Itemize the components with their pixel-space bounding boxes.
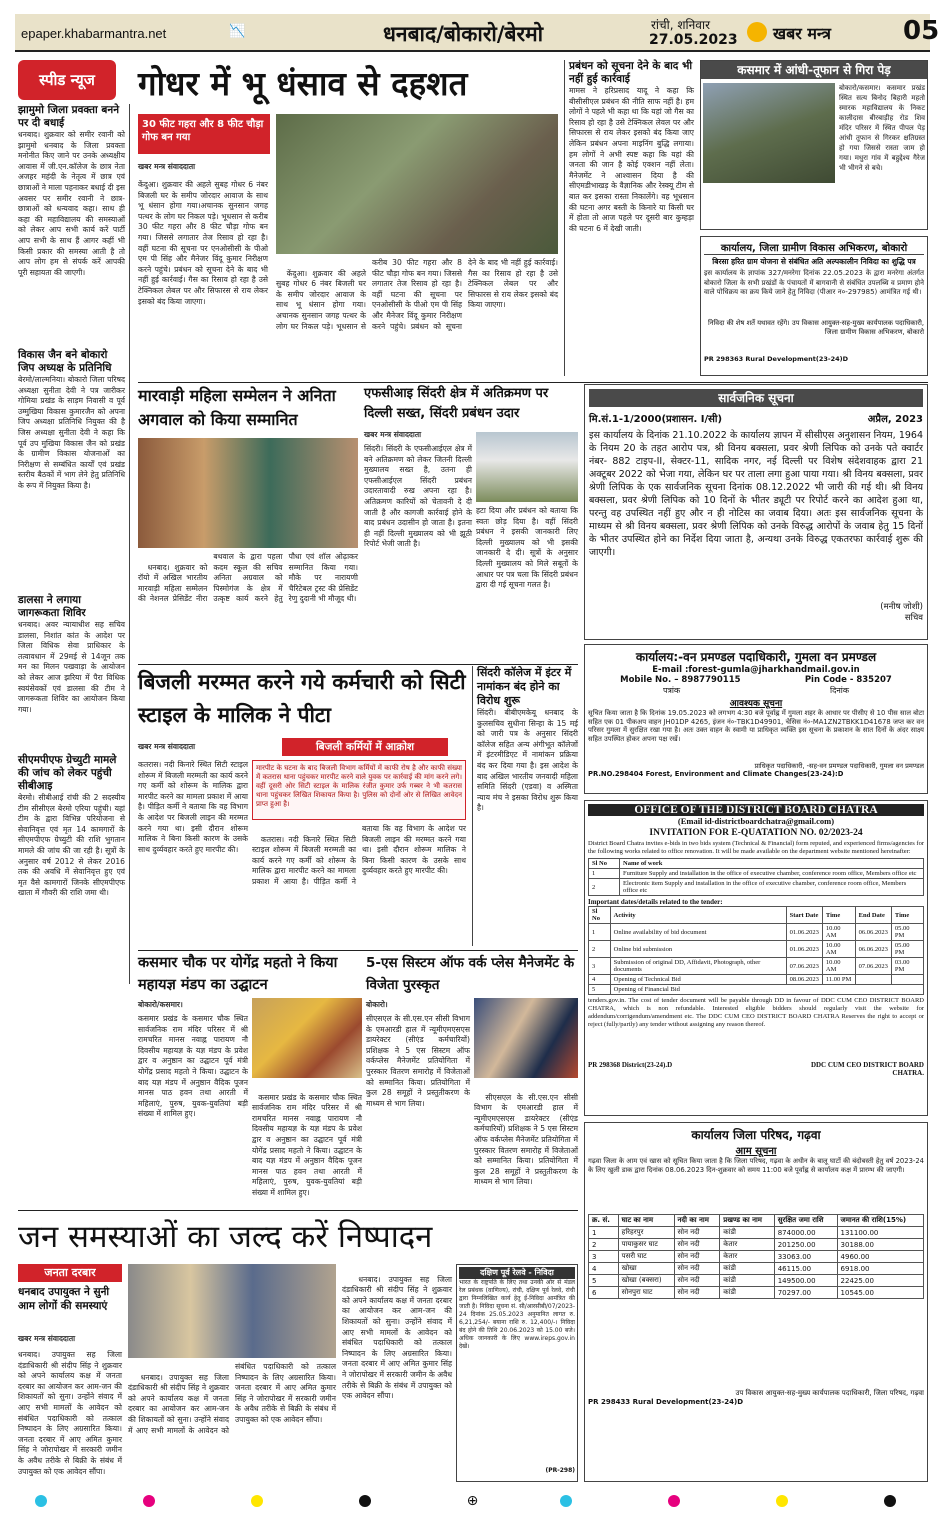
janta-headline: जन समस्याओं का जल्द करें निष्पादन (18, 1219, 433, 1255)
chatra-email: (Email id-districtboardchatra@gmail.com) (677, 816, 835, 826)
lead-side-body: मामस ने हरिप्रसाद यादू ने कहा कि बीसीसीएल प्रबंधन की नीति साफ नहीं है। हम लोगों ने पहले भी कहा था कि यहां जो गैस का रिसाव हो रहा है उसे टेक्निकल लेवल पर और सिफारस से राय लेकर इसको बंद किया जाए लेकिन प्रबंधन अपना माइनिंग बुद्धि लगाया। हम लोगों ने अभी स्पष्ट कहा कि यहां की जनता की जान है कोई एक्शन नहीं लेता। मैनेजमेंट ने आश्वासन दिया है की सीएमडीभाखड़ के वैज्ञानिक और रेस्क्यू टीम से बात कर इसका रास्ता निकालेंगे। वह भूधसान की घटना अगर बस्ती के किनारे या किसी घर में होता तो आज पहले पर दूसरी बार कुम्हड़ा की घटना 6 में देखी जाती। (569, 86, 697, 233)
public-notice (584, 384, 928, 640)
forest-sign: प्राधिकृत पदाधिकारी, -सह-वन प्रमण्डल पदाधिकारी, गुमला वन प्रमण्डल (754, 762, 924, 770)
cell: Furniture Supply and installation in the office of executive chamber, conference room office, Members office etc (620, 869, 924, 879)
fci-caption: हटा दिया और प्रबंधन को बताया कि स्वतः छोड़ दिया है। वहीं सिंदरी प्रबंधन ने इसकी जानकारी लिए दिल्ली मुख्यालय को भी इसकी जानकारी दे दी। सूत्रों के अनुसार दिल्ली मुख्यालय को मिले सबूतों के आधार पर पत्र चला कि सिंदरी प्रबंधन द्वारा दी गई सूचना गलत है। (476, 506, 581, 590)
cell (855, 975, 891, 985)
lead-body-cont (276, 258, 561, 376)
col-header: सुरक्षित जमा राशि (774, 1215, 837, 1227)
cell: Submission of original DD, Affidavit, Photograph, other documents (610, 958, 786, 975)
electric-tag-label: बिजली कर्मियों में आक्रोश (315, 741, 415, 753)
railway-body: भारत के राष्ट्रपति के लिए तथा उनकी ओर से मंडल रेल प्रबंधक (वाणिज्य), रांची, दक्षिण पूर्व रेलवे, रांची द्वारा निम्नलिखित कार्य हेतु ई-निविदा आमंत्रित की जाती है। निविदा सूचना सं. सी/आरसीबी/07/2023-24 दिनांक 25.05.2023 अनुमानित लागत रु. 6,21,254/- बयाना राशि रु. 12,400/-। निविदा बंद होने की तिथि 20.06.2023 को 15.00 बजे। अधिक जानकारी के लिए www.ireps.gov.in देखें। (459, 1279, 577, 1350)
garhwa-subtitle: आम सूचना (735, 1146, 777, 1157)
cell: 10.00 AM (822, 941, 855, 958)
notice-sign-name: (मनीष जोशी) (880, 602, 923, 612)
col-header: प्रखण्ड का नाम (720, 1215, 774, 1227)
cell: सोन नदी (674, 1227, 720, 1239)
garhwa-notice (584, 1122, 928, 1482)
forest-notice (584, 644, 928, 794)
cell: पायाकुसर घाट (618, 1239, 674, 1251)
notice-body: इस कार्यालय के दिनांक 21.10.2022 के कार्यालय ज्ञापन में सीसीएस अनुशासन नियम, 1964 के नियम 20 के तहत आरोप पत्र, श्री विनय बक्सला, प्रवर श्रेणी लिपिक को उनके पते क्वार्टर नंबर- 882 टाइप-II, सेक्टर-11, सादिक नगर, नई दिल्ली पर विशेष संदेशवाहक द्वारा 21 अक्टूबर 2022 को भेजा गया, लेकिन घर पर ताला लगा हुआ पाया गया। श्री विनय बक्सला, प्रवर श्रेणी लिपिक के एक सार्वजनिक सूचना दिनांक 08.12.2022 भी जारी की गई थी। श्री विनय बक्सला, प्रवर श्रेणी लिपिक को 10 दिनों के भीतर ड्यूटी पर रिपोर्ट करने का आदेश हुआ था, परन्तु वह उपस्थित नहीं हुए और न ही नोटिस का जवाब दिया। अतः इस सार्वजनिक सूचना के माध्यम से श्री विनय बक्सला, प्रवर श्रेणी लिपिक को उनके विरुद्ध आरोपों के जवाब हेतु 15 दिनों के भीतर उपस्थित होने का निर्देश दिया जाता है, अन्यथा उनके विरुद्ध एकतरफा कार्रवाई शुरू की जाएगी। (589, 430, 923, 558)
rural-dev-sign: निविदा की शेष शर्ते यथावत रहेंगे। उप विकास आयुक्त-सह-मुख्य कार्यपालक पदाधिकारी, जिला ग्रामीण विकास अभिकरण, बोकारो (708, 319, 924, 336)
electric-body-text: कतरास। नदी किनारे स्थित सिटी स्टाइल शोरूम में बिजली मरम्मती का कार्य करने गए कर्मी को शोरूम के मालिक द्वारा मारपीट करने का मामला प्रकाश में आया है। पीड़ित कर्मी ने बताया कि वह विभाग के आदेश पर बिजली लाइन की मरम्मत करने गया था। इसी दौरान शोरूम मालिक ने बिना किसी कारण के उसके साथ दुर्व्यवहार करते हुए मारपीट की। (252, 824, 469, 886)
cell: 46115.00 (774, 1263, 837, 1275)
speed-item-body: धनबाद। शुक्रवार को समीर रवानी को झामुमो धनबाद के जिला प्रवक्ता मनोनीत किए जाने पर उनके अध्यक्षीय आवास में जी.एन.कॉलेज के छात्र नेता अजहर महंदी के नेतृत्व में छात्र एवं छात्राओं ने माला पहनाकर बधाई दी इस अवसर पर समीर रवानी ने छात्र-छात्राओं को धन्यवाद कहा। साथ ही कहा की महाविद्यालय की समस्याओं को लेकर आप सभी कार्य करें पार्टी आप सभी के साथ हैं आगर कहीं भी किसी प्रकार की समस्या आती है तो आप लोग हम से संपर्क करें आपकी पूरी सहायता की जाएगी। (18, 130, 128, 277)
forest-title: कार्यालय:-वन प्रमण्डल पदाधिकारी, गुमला वन प्रमण्डल (635, 650, 877, 664)
speed-news-label: स्पीड न्यूज (39, 71, 95, 89)
cell: 06.06.2023 (855, 941, 891, 958)
janta-body-text: धनबाद। उपायुक्त सह जिला दंडाधिकारी श्री संदीप सिंह ने शुक्रवार को अपने कार्यालय कक्ष में जनता दरबार का आयोजन कर आम-जन की शिकायतों को सुना। उन्होंने संवाद में आए सभी मामलों के आवेदन को संबंधित पदाधिकारी को तत्काल निष्पादन के लिए अग्रसारित किया। जनता दरबार में आए अमित कुमार सिंह ने जोरापोखर में सरकारी जमीन के अवैध तरीके से बिक्री के संबंध में उपायुक्त को एक आवेदन सौंपा। (342, 1274, 455, 1401)
cell: 06.06.2023 (855, 924, 891, 941)
notice-ref-row (589, 411, 923, 425)
table-row (589, 1263, 924, 1275)
forest-email: E-mail :forest-gumla@jharkhandmail.gov.in (652, 665, 860, 675)
electric-highlight-box (252, 760, 466, 820)
table-row (589, 1251, 924, 1263)
cell: 6 (589, 1287, 619, 1299)
chatra-sign: DDC CUM CEO DISTRICT BOARD CHATRA. (810, 1061, 924, 1077)
table-header (589, 907, 924, 924)
cell: सोन नदी (674, 1239, 720, 1251)
chatra-body: tenders.gov.in. The cost of tender document will be payable through DD in favour of DDC CUM CEO DISTRICT BOARD CHATRA, which is non refundable. Interested eligible bidders should regularly visit the website for addendum/corrigendum/amendment etc. The DDC CUM CEO DISTRICT BOARD CHATRA Reserves the right to accept or reject (fully/partly) any tender without assigning any reason thereof. (588, 997, 924, 1028)
cell: 10545.00 (837, 1287, 923, 1299)
award-headline: 5-एस सिस्टम ऑफ वर्क प्लेस मैनेजमेंट के विजेता पुरस्कृत (366, 955, 575, 993)
lead-photo (276, 114, 558, 254)
registration-dot-cyan (560, 1495, 572, 1507)
garhwa-sign: उप विकास आयुक्त-सह-मुख्य कार्यपालक पदाधिकारी, जिला परिषद, गढ़वा (735, 1389, 924, 1397)
col-header: Time (822, 907, 855, 924)
chatra-invitation: INVITATION FOR E-QUATATION NO. 02/2023-24 (649, 828, 863, 838)
sindri-headline: सिंदरी कॉलेज में इंटर में नामांकन बंद होने का विरोध शुरू (477, 666, 572, 707)
cell: 149500.00 (774, 1275, 837, 1287)
col-header: नदी का नाम (674, 1215, 720, 1227)
speed-item-2 (18, 349, 128, 590)
lead-headline: गोधर में भू धंसाव से दहशत (138, 64, 468, 103)
chatra-dates-table (588, 906, 924, 995)
electric-byline: खबर मन्त्र संवाददाता (138, 742, 196, 751)
cell: सोन नदी (674, 1275, 720, 1287)
site-url[interactable]: epaper.khabarmantra.net (21, 26, 167, 41)
janta-body-text: धनबाद। उपायुक्त सह जिला दंडाधिकारी श्री संदीप सिंह ने शुक्रवार को अपने कार्यालय कक्ष में जनता दरबार का आयोजन कर आम-जन की शिकायतों को सुना। उन्होंने संवाद में आए सभी मामलों के आवेदन को संबंधित पदाधिकारी को तत्काल निष्पादन के लिए अग्रसारित किया। जनता दरबार में आए अमित कुमार सिंह ने जोरापोखर में सरकारी जमीन के अवैध तरीके से बिक्री के संबंध में उपायुक्त को एक आवेदन सौंपा। (128, 1362, 339, 1435)
cell: कांडी (720, 1275, 774, 1287)
col-header: घाट का नाम (618, 1215, 674, 1227)
electric-box-text: मारपीट के घटना के बाद बिजली विभाग कर्मियों में काफी रोष है और काफी संख्या में कतरास थाना पहुंचकर मारपीट करने वाले युवक पर कार्रवाई की मांग करने लगे। वहीं दूसरी ओर सिटी स्टाइल के मालिक रंजीत कुमार उर्फ गब्बर ने भी कतरास थाना पहुंचकर लिखित शिकायत किया है। पुलिस को दोनों ओर से लिखित आवेदन प्राप्त हुआ है। (256, 764, 465, 808)
speed-news-badge (18, 60, 116, 100)
cell: 11.00 PM (822, 975, 855, 985)
registration-dot-magenta (668, 1495, 680, 1507)
cell: 874000.00 (774, 1227, 837, 1239)
storm-photo (703, 83, 835, 183)
divider (138, 950, 578, 951)
registration-dot-yellow (776, 1495, 788, 1507)
marwari-headline: मारवाड़ी महिला सम्मेलन ने अनिता अगवाल को किया सम्मानित (138, 386, 336, 429)
brand-name: खबर मन्त्र (773, 24, 831, 43)
railway-tender (456, 1264, 578, 1482)
electric-tag (282, 738, 448, 756)
award-body: सीएसएल के सी.एस.एन सीसी विभाग के एमआरडी हाल में न्यूमीएमएसएस डायरेक्टर (सीएंड कर्मचारियों) प्रशिक्षक ने 5 एस सिस्टम ऑफ वर्कप्लेस मैनेजमेंट प्रतियोगिता में पुरस्कार वितरण समारोह में विजेताओं को सम्मानित किया। प्रतियोगिता में कुल 28 समूहों ने प्रस्तुतीकरण के माध्यम से भाग लिया। (366, 1014, 473, 1108)
table-header (589, 859, 924, 869)
sindri-college (472, 666, 581, 946)
electric-body-cont (252, 824, 469, 946)
print-registration-bar (15, 1492, 930, 1510)
speed-item-1 (18, 104, 128, 345)
col-header: Sl No (589, 907, 611, 924)
janta-photo (128, 1264, 336, 1358)
cell: केतार (720, 1239, 774, 1251)
col-header: Activity (610, 907, 786, 924)
janta-body-cont (128, 1362, 339, 1482)
rural-dev-title: कार्यालय, जिला ग्रामीण विकास अभिकरण, बोकारो (704, 240, 924, 255)
table-row (589, 1287, 924, 1299)
cell: सोनपुरा घाट (618, 1287, 674, 1299)
cell: Opening of Technical Bid (610, 975, 786, 985)
award-body-cont (474, 1082, 581, 1204)
cell: खोखा (618, 1263, 674, 1275)
crosshair-icon: ⊕ (466, 1493, 479, 1509)
janta-badge-label: जनता दरबार (44, 1266, 96, 1279)
table-row (589, 1239, 924, 1251)
cell: 07.06.2023 (855, 958, 891, 975)
lead-byline: खबर मन्त्र संवाददाता (138, 162, 196, 171)
col-header: End Date (855, 907, 891, 924)
forest-body: सूचित किया जाता है कि दिनांक 19.05.2023 को लगभग 4:30 बजे पूर्वाह्न में गुमला शहर के आधार पर पीसीए से 10 पीस साल बोटा सहित एक 01 पीकअप वाहन JH01DP 4265, इंजन नं०-TBK1D49901, चेसिस नं०-MA1ZN2TBKK1D41678 जप्त कर वन परिसर गुमला में सुरक्षित रखा गया है। अतः उक्त वाहन के स्वामी या प्राधिकृत व्यक्ति इस सूचना के प्रकाशन के सात दिनों के अंदर साक्ष्य सहित उपस्थित होकर अपना पक्ष रखें। (588, 709, 927, 743)
table-header (589, 1215, 924, 1227)
cell: सोन नदी (674, 1287, 720, 1299)
award-photo (474, 998, 578, 1078)
marwari-body (138, 552, 361, 660)
table-row (589, 941, 924, 958)
table-row (589, 985, 924, 995)
kasmar-photo (252, 998, 362, 1078)
registration-dot-yellow (251, 1495, 263, 1507)
cell: कांडी (720, 1263, 774, 1275)
cell: Online availability of bid document (610, 924, 786, 941)
speed-item-body: धनबाद। अवर न्यायाधीश सह सचिव डालसा, निशांत कांत के आदेश पर जिला विधिक सेवा प्राधिकार के तत्वावधान में 29मई से 14जून तक मन का मिलन पखवाड़ा के आयोजन को लेकर आज झरिया में पैरा विधिक स्वयंसेवकों एवं डालसा की टीम ने जागरूकता शिविर का आयोजन किया गया। (18, 620, 128, 714)
chatra-title: OFFICE OF THE DISTRICT BOARD CHATRA (588, 804, 924, 816)
rural-dev-body: इस कार्यालय के ज्ञापांक 327/मनरेगा दिनांक 22.05.2023 के द्वारा मनरेगा अंतर्गत बोकारो जिला के सभी प्रखंडों के पंचायतों में बागवानी से संबंधित उपलब्धि व प्रमाण होने वाले पोधिक्रय का क्रय किये जाने हेतु निविदा (पीआर न०-297985) आमंत्रित गई थी। (704, 269, 927, 296)
page-header (15, 14, 940, 52)
city-day: रांची, शनिवार (651, 18, 710, 32)
garhwa-title: कार्यालय जिला परिषद, गढ़वा (691, 1128, 821, 1142)
public-notice-title: सार्वजनिक सूचना (589, 389, 923, 407)
cell: 10.00 AM (822, 924, 855, 941)
cell: कांडी (720, 1287, 774, 1299)
garhwa-pr: PR 298433 Rural Development(23-24)D (588, 1398, 744, 1406)
forest-mobile: Mobile No. – 8987790115 (620, 675, 741, 685)
divider (138, 664, 578, 665)
speed-item-4 (18, 754, 128, 953)
col-header: क्र. सं. (589, 1215, 619, 1227)
storm-box (700, 60, 928, 230)
cell: 08.06.2023 (786, 975, 822, 985)
table-row (589, 869, 924, 879)
janta-sub: धनबाद उपायुक्त ने सुनी आम लोगों की समस्याएं (18, 1286, 110, 1312)
marwari-body-text: धनबाद। शुक्रवार को रॉयो में अखिल भारतीय मारवाड़ी महिला सम्मेलन की नेशनल प्रेसिडेंट नीरा बथवाल के द्वारा पहला कदम स्कूल की सचिव अनिता अग्रवाल को पिस्मोगंज के क्षेत्र में उत्कृष्ट कार्य करने हेतु पौधा एवं शॉल ओढ़ाकर सम्मानित किया गया। मौके पर नारायणी चैरिटेबल ट्रस्ट की प्रेसिडेंट रेणु दुदानी भी मौजूद थी। (138, 552, 361, 604)
speed-item-title: विकास जैन बने बोकारो जिप अध्यक्ष के प्रतिनिधि (18, 349, 112, 374)
cell: 33063.00 (774, 1251, 837, 1263)
table-row (589, 975, 924, 985)
cell: 10.00 AM (822, 958, 855, 975)
col-header: Name of work (620, 859, 924, 869)
cell: 1 (589, 1227, 619, 1239)
cell: Opening of Financial Bid (610, 985, 923, 995)
forest-ref (588, 685, 924, 696)
cell: 03.00 PM (891, 958, 923, 975)
registration-dot-cyan (35, 1495, 47, 1507)
cell: 4960.00 (837, 1251, 923, 1263)
fci-body: सिंदरी। सिंदरी के एफसीआईएल क्षेत्र में बने अतिक्रमण को लेकर जितनी दिल्ली मुख्यालय सख्त है, उतना ही एफसीआईएल सिंदरी प्रबंधन उदारतावादी रुख अपना रहा है। अतिक्रमण कारियों को चेतावनी दे दी जाती है और कागजी कार्रवाई होने के बाद प्रबंधन उदासीन हो जाता है। इतना ही नहीं दिल्ली मुख्यालय को भी झूठी रिपोर्ट भेजी जाती है। (364, 444, 475, 549)
table-row (589, 958, 924, 975)
speed-item-3 (18, 594, 128, 750)
cell: 4 (589, 1263, 619, 1275)
table-row (589, 924, 924, 941)
storm-title: कसमार में आंधी-तूफान से गिरा पेड़ (701, 61, 927, 79)
lead-body: केंदुआ। शुक्रवार की अहले सुबह गोधर 6 नंबर बिजली घर के समीप जोरदार आवाज के साथ भू धंसान होगा गया।अचानक सुनसान जगह पत्थर के लोग घर निकल पड़े। भूधसान से करीब 30 फीट गहरा और 8 फीट चौड़ा गोफ बन गया। जिससे लगातार तेज रिसाव हो रहा है। वहीं घटना की सूचना पर एनओसीसी के पीओ एम पी सिंह और मैनेजर विंदू कुमार निरीक्षण करने पहुंचे। प्रबंधन को सूचना देने के बाद भी नहीं हुई कार्रवाई। गैस का रिसाव हो रहा है उसे टेक्निकल लेबल पर और सिफारस से राय लेकर इसको बंद किया जाएगा। (138, 180, 271, 306)
speed-item-title: झामुमो जिला प्रवक्ता बनने पर दी बधाई (18, 104, 120, 129)
lead-side (564, 60, 697, 376)
lead-subhead-box (138, 114, 270, 154)
notice-sign-title: सचिव (904, 613, 923, 623)
award-byline: बोकारो। (366, 1000, 388, 1009)
chatra-dates-title: Important dates/details related to the tender: (588, 898, 723, 906)
garhwa-table (588, 1214, 924, 1299)
cell: 05.00 PM (891, 941, 923, 958)
cell: 1 (589, 924, 611, 941)
forest-subject: आवश्यक सूचना (729, 699, 783, 709)
cell: 2 (589, 941, 611, 958)
cell: 01.06.2023 (786, 941, 822, 958)
cell: हरिहरपुर (618, 1227, 674, 1239)
cell: 3 (589, 1251, 619, 1263)
sindri-body: सिंदरी। बीबीएमकेयू धनबाद के कुलसचिव सुधीना सिन्हा के 15 मई को जारी पत्र के अनुसार सिंदरी कॉलेज सहित अन्य अंगीभूत कॉलेजों में इंटरमीडिएट में नामांकन प्रक्रिया बंद कर दिया गया है। इस आदेश के बाद अखिल भारतीय जनवादी महिला समिति सिंदरी (एडवा) व अस्मिता न्याय मंच ने इसका विरोध शुरू किया है। (477, 708, 581, 813)
cursor-icon: 📉 (229, 24, 246, 39)
speed-item-body: बेरमो। सीबीआई रांची की 2 सदस्यीय टीम सीसीएल बेरमो एरिया पहुंची। यहां टीम के द्वारा विभिन्न परियोजना से सेवानिवृत्त एवं मृत 14 कामगारों के सीएमपीएफ ग्रेच्युटी की राशि भुगतान मामले की जांच की जा रही है। सूत्रों के अनुसार वर्ष 2012 से लेकर 2016 तक की अवधि में सेवानिवृत्त हुए एवं मृत वैसे कामगारों जिनके सीएमपीएफ खाता में गौवरी की राशि जमा थी। (18, 793, 128, 898)
cell: Online bid submission (610, 941, 786, 958)
cell: 131100.00 (837, 1227, 923, 1239)
cell (891, 975, 923, 985)
divider (138, 382, 928, 383)
rural-dev-subtitle: बिरसा हरित ग्राम योजना से संबंधित अति अल्पकालीन निविदा का शुद्धि पत्र (712, 257, 916, 266)
cell: 01.06.2023 (786, 924, 822, 941)
col-header: Start Date (786, 907, 822, 924)
rural-dev-notice (700, 236, 928, 376)
lead-body-text: केंदुआ। शुक्रवार की अहले सुबह गोधर 6 नंबर बिजली घर के समीप जोरदार आवाज के साथ भू धंसान होगा गया।अचानक सुनसान जगह पत्थर के लोग घर निकल पड़े। भूधसान से करीब 30 फीट गहरा और 8 फीट चौड़ा गोफ बन गया। जिससे लगातार तेज रिसाव हो रहा है। वहीं घटना की सूचना पर एनओसीसी के पीओ एम पी सिंह और मैनेजर विंदू कुमार निरीक्षण करने पहुंचे। प्रबंधन को सूचना देने के बाद भी नहीं हुई कार्रवाई। गैस का रिसाव हो रहा है उसे टेक्निकल लेबल पर और सिफारस से राय लेकर इसको बंद किया जाएगा। (276, 258, 561, 331)
kasmar-body-cont (252, 1082, 365, 1204)
lead-subhead: 30 फीट गहरा और 8 फीट चौड़ा गोफ बन गया (142, 119, 264, 143)
chatra-pr: PR 298368 District(23-24).D (588, 1061, 673, 1069)
kasmar-body-text: कसमार प्रखंड के कसमार चौक स्थित सार्वजनिक राम मंदिर परिसर में श्री रामचरित मानस नवाह्न पारायण नौ दिवसीय महायज्ञ के यज्ञ मंडप के प्रवेश द्वार व अनुष्ठान का उद्घाटन पूर्व मंत्री योगेंद्र प्रसाद महतो ने किया। उद्घाटन के बाद यज्ञ मंडप में अनुष्ठान वैदिक पूजन मानस पाठ हवन तथा आरती में महिलाएं, पुरुष, युवक-युवतियां बड़ी संख्या में शामिल हुए। (252, 1092, 365, 1197)
cell: 2 (589, 879, 620, 896)
cell: केतार (720, 1251, 774, 1263)
cell: पसरी घाट (618, 1251, 674, 1263)
chatra-footer (588, 1061, 924, 1077)
cell: 3 (589, 958, 611, 975)
cell: 6918.00 (837, 1263, 923, 1275)
speed-news-column (18, 104, 130, 984)
marwari-photo (138, 438, 358, 548)
forest-dinank: दिनांक (830, 686, 850, 695)
cell: 22425.00 (837, 1275, 923, 1287)
chatra-intro: District Board Chatra invites e-bids in two bids system (Technical & Financial) form reputed, and experienced firms/agencies for the following works related to office renovation. It will be made available on the department website mentioned hereinafter: (588, 840, 925, 855)
issue-date: 27.05.2023 (649, 32, 738, 48)
kasmar-byline: बोकारो/कसमार। (138, 1000, 183, 1009)
lead-side-title: प्रबंधन को सूचना देने के बाद भी नहीं हुई कार्रवाई (569, 60, 693, 85)
fci-byline: खबर मन्त्र संवाददाता (364, 430, 422, 439)
table-row (589, 1227, 924, 1239)
fci-headline: एफसीआइ सिंदरी क्षेत्र में अतिक्रमण पर दिल्ली सख्त, सिंदरी प्रबंधन उदार (364, 386, 549, 421)
kasmar-headline: कसमार चौक पर योगेंद्र महतो ने किया महायज्ञ मंडप का उद्घाटन (138, 955, 338, 993)
speed-item-body: बेरमो/लाल्मनिया। बोकारो जिला परिषद अध्यक्षा सुनीता देवी ने पत्र जारीकर गोमिया प्रखंड के साड़म निवासी व पूर्व उम्मुखिया विकास कुमारजैन को अपना जिप अध्यक्षा प्रतिनिधि नियुक्त की है जिस अध्यक्षा सुनीता देवी ने कहा कि पूर्व उप मुखिया विकास जैन को प्रखंड के ग्रामीण विकास योजनाओं का निरीक्षण से सम्बंधित कार्यों एवं प्रखंड स्तरीय बैठकों में भाग लेने हेतु प्रतिनिधि के रूप में नियुक्त किया है। (18, 375, 128, 490)
janta-byline: खबर मन्त्र संवाददाता (18, 1334, 76, 1343)
electric-body: कतरास। नदी किनारे स्थित सिटी स्टाइल शोरूम में बिजली मरम्मती का कार्य करने गए कर्मी को शोरूम के मालिक द्वारा मारपीट करने का मामला प्रकाश में आया है। पीड़ित कर्मी ने बताया कि वह विभाग के आदेश पर बिजली लाइन की मरम्मत करने गया था। इसी दौरान शोरूम मालिक ने बिना किसी कारण के उसके साथ दुर्व्यवहार करते हुए मारपीट की। (138, 760, 251, 854)
col-header: Time (891, 907, 923, 924)
registration-dot-magenta (143, 1495, 155, 1507)
cell: 5 (589, 1275, 619, 1287)
janta-body: धनबाद। उपायुक्त सह जिला दंडाधिकारी श्री संदीप सिंह ने शुक्रवार को अपने कार्यालय कक्ष में जनता दरबार का आयोजन कर आम-जन की शिकायतों को सुना। उन्होंने संवाद में आए सभी मामलों के आवेदन को संबंधित पदाधिकारी को तत्काल निष्पादन के लिए अग्रसारित किया। जनता दरबार में आए अमित कुमार सिंह ने जोरापोखर में सरकारी जमीन के अवैध तरीके से बिक्री के संबंध में उपायुक्त को एक आवेदन सौंपा। (18, 1350, 125, 1476)
edition-title: धनबाद/बोकारो/बेरमो (383, 22, 544, 46)
janta-badge (18, 1264, 122, 1282)
rural-dev-pr: PR 298363 Rural Development(23-24)D (704, 355, 848, 363)
chatra-works-table (588, 858, 924, 896)
award-body-text: सीएसएल के सी.एस.एन सीसी विभाग के एमआरडी हाल में न्यूमीएमएसएस डायरेक्टर (सीएंड कर्मचारियों) प्रशिक्षक ने 5 एस सिस्टम ऑफ वर्कप्लेस मैनेजमेंट प्रतियोगिता में पुरस्कार वितरण समारोह में विजेताओं को सम्मानित किया। प्रतियोगिता में कुल 28 समूहों ने प्रस्तुतीकरण के माध्यम से भाग लिया। (474, 1092, 581, 1187)
cell: 70297.00 (774, 1287, 837, 1299)
forest-pin: Pin Code - 835207 (804, 675, 892, 685)
table-row (589, 879, 924, 896)
kasmar-body: कसमार प्रखंड के कसमार चौक स्थित सार्वजनिक राम मंदिर परिसर में श्री रामचरित मानस नवाह्न पारायण नौ दिवसीय महायज्ञ के यज्ञ मंडप के प्रवेश द्वार व अनुष्ठान का उद्घाटन पूर्व मंत्री योगेंद्र प्रसाद महतो ने किया। उद्घाटन के बाद यज्ञ मंडप में अनुष्ठान वैदिक पूजन मानस पाठ हवन तथा आरती में महिलाएं, पुरुष, युवक-युवतियां बड़ी संख्या में शामिल हुए। (138, 1014, 251, 1119)
forest-contact (588, 675, 924, 685)
cell: 4 (589, 975, 611, 985)
cell: 201250.00 (774, 1239, 837, 1251)
cell: 5 (589, 985, 611, 995)
cell: कांडी (720, 1227, 774, 1239)
col-header: जमानत की राशि(15%) (837, 1215, 923, 1227)
cell: खोखा (बक्सरा) (618, 1275, 674, 1287)
brand-logo-icon (747, 22, 767, 42)
fci-photo (476, 432, 578, 502)
table-row (589, 1275, 924, 1287)
registration-dot-black (359, 1495, 371, 1507)
garhwa-body: गढ़वा जिला के आम एवं खास को सूचित किया जाता है कि जिला परिषद, गढ़वा के अधीन के बालू घाटों की बंदोबस्ती हेतु वर्ष 2023-24 के लिए खुली डाक द्वारा दिनांक 08.06.2023 दिन-शुक्रवार को समय 11:00 बजे पूर्वाह्न से कार्यालय कक्ष में प्रारम्भ की जाएगी। (588, 1157, 927, 1174)
chatra-tender (584, 800, 928, 1116)
cell: 05.00 PM (891, 924, 923, 941)
cell: सोन नदी (674, 1263, 720, 1275)
forest-patrank: पत्रांक (662, 686, 681, 695)
railway-pr: (PR-298) (545, 1467, 575, 1474)
cell: 1 (589, 869, 620, 879)
cell: 30188.00 (837, 1239, 923, 1251)
storm-body: बोकारो/कसमार। कसमार प्रखंड स्थित सत्य बिनोद बिहारी महतो स्मारक महाविद्यालय के निकट कालीदास बीरबाड़ीह रोड शिव मंदिर परिसर में स्थित पीपल पेड़ आंधी तूफान से गिरकर क्षतिग्रस्त हो गया जिससे रास्ता जाम हो गया। मधुरा गांव में बहुद्देश्य गैरेज भी भीगने से बचे। (839, 84, 928, 172)
divider (18, 1210, 578, 1211)
electric-headline: बिजली मरम्मत करने गये कर्मचारी को सिटी स्टाइल के मालिक ने पीटा (138, 670, 466, 727)
cell: सोन नदी (674, 1251, 720, 1263)
registration-dot-black (884, 1495, 896, 1507)
col-header: Sl No (589, 859, 620, 869)
speed-item-title: सीएमपीएफ ग्रेच्युटी मामले की जांच को लेकर पहुंची सीबीआइ (18, 754, 117, 792)
cell: Electronic item Supply and installation in the office of executive chamber, conference room office, Members office etc (620, 879, 924, 896)
forest-pr: PR.NO.298404 Forest, Environment and Climate Changes(23-24):D (588, 770, 844, 778)
cell: 2 (589, 1239, 619, 1251)
notice-date: अप्रैल, 2023 (867, 414, 923, 425)
page-number: 05 (903, 16, 940, 46)
janta-body-right (342, 1264, 455, 1482)
notice-ref: मि.सं.1-1/2000(प्रशासन. I/सी) (589, 414, 723, 425)
cell: 07.06.2023 (786, 958, 822, 975)
speed-item-title: डालसा ने लगाया जागरूकता शिविर (18, 594, 86, 619)
railway-title: दक्षिण पूर्व रेलवे - निविदा (459, 1267, 575, 1279)
